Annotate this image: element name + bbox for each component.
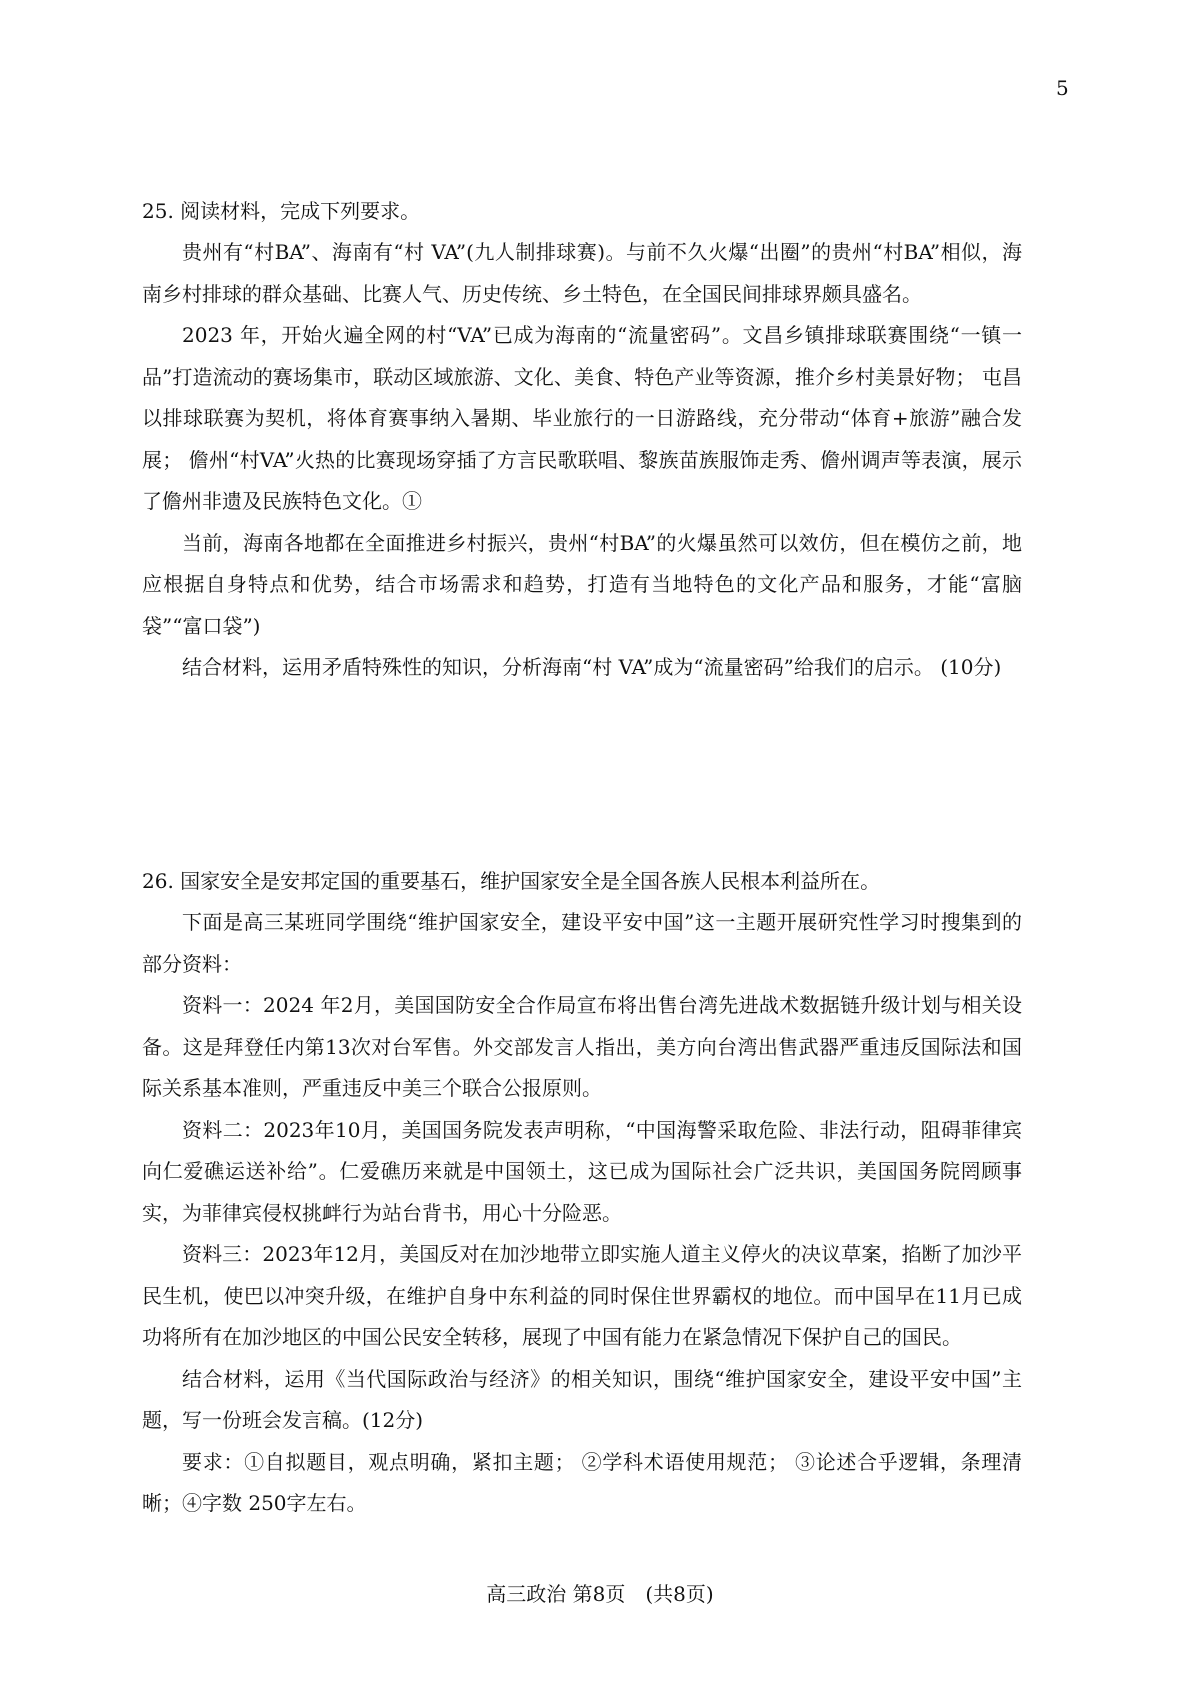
question-26-material-3: 资料三：2023年12月，美国反对在加沙地带立即实施人道主义停火的决议草案，掐断了加沙平民生机，使巴以冲突升级，在维护自身中东利益的同时保住世界霸权的地位。而中国早在11月已成功将所有在加沙地区的中国公民安全转移，展现了中国有能力在紧急情况下保护自己的国民。	[142, 1242, 1022, 1349]
question-25-paragraph: 2023 年，开始火遍全网的村“VA”已成为海南的“流量密码”。文昌乡镇排球联赛围绕“一镇一品”打造流动的赛场集市，联动区域旅游、文化、美食、特色产业等资源，推介乡村美景好物； 屯昌以排球联赛为契机，将体育赛事纳入暑期、毕业旅行的一日游路线，充分带动“体育+旅游”融合发展； 儋州“村VA”火热的比赛现场穿插了方言民歌联唱、黎族苗族服饰走秀、儋州调声等表演，展示了儋州非遗及民族特色文化。①	[142, 323, 1022, 513]
question-26	[142, 860, 1022, 1525]
question-25-paragraph: 贵州有“村BA”、海南有“村 VA”(九人制排球赛)。与前不久火爆“出圈”的贵州“村BA”相似，海南乡村排球的群众基础、比赛人气、历史传统、乡土特色，在全国民间排球界颇具盛名。	[142, 240, 1022, 306]
question-26-material-1: 资料一：2024 年2月，美国国防安全合作局宣布将出售台湾先进战术数据链升级计划与相关设备。这是拜登任内第13次对台军售。外交部发言人指出，美方向台湾出售武器严重违反国际法和国际关系基本准则，严重违反中美三个联合公报原则。	[142, 993, 1022, 1100]
question-25	[142, 190, 1022, 689]
question-26-heading: 26. 国家安全是安邦定国的重要基石，维护国家安全是全国各族人民根本利益所在。	[142, 869, 881, 893]
question-25-paragraph: 当前，海南各地都在全面推进乡村振兴，贵州“村BA”的火爆虽然可以效仿，但在模仿之前，地应根据自身特点和优势，结合市场需求和趋势，打造有当地特色的文化产品和服务，才能“富脑袋”“富口袋”)	[142, 530, 1022, 638]
page-number: 5	[1056, 76, 1069, 100]
question-26-prompt: 结合材料，运用《当代国际政治与经济》的相关知识，围绕“维护国家安全，建设平安中国”主题，写一份班会发言稿。(12分)	[142, 1366, 1022, 1432]
question-26-paragraph: 下面是高三某班同学围绕“维护国家安全，建设平安中国”这一主题开展研究性学习时搜集到的部分资料：	[142, 910, 1022, 976]
page-footer: 高三政治 第8页 (共8页)	[486, 1582, 714, 1606]
question-26-requirements: 要求：①自拟题目，观点明确，紧扣主题； ②学科术语使用规范； ③论述合乎逻辑，条理清晰；④字数 250字左右。	[142, 1449, 1022, 1515]
question-25-prompt: 结合材料，运用矛盾特殊性的知识，分析海南“村 VA”成为“流量密码”给我们的启示。 (10分)	[182, 655, 1002, 679]
question-25-heading: 25. 阅读材料，完成下列要求。	[142, 199, 421, 223]
question-26-material-2: 资料二：2023年10月，美国国务院发表声明称，“中国海警采取危险、非法行动，阻碍菲律宾向仁爱礁运送补给”。仁爱礁历来就是中国领土，这已成为国际社会广泛共识，美国国务院罔顾事实，为菲律宾侵权挑衅行为站台背书，用心十分险恶。	[142, 1117, 1022, 1225]
